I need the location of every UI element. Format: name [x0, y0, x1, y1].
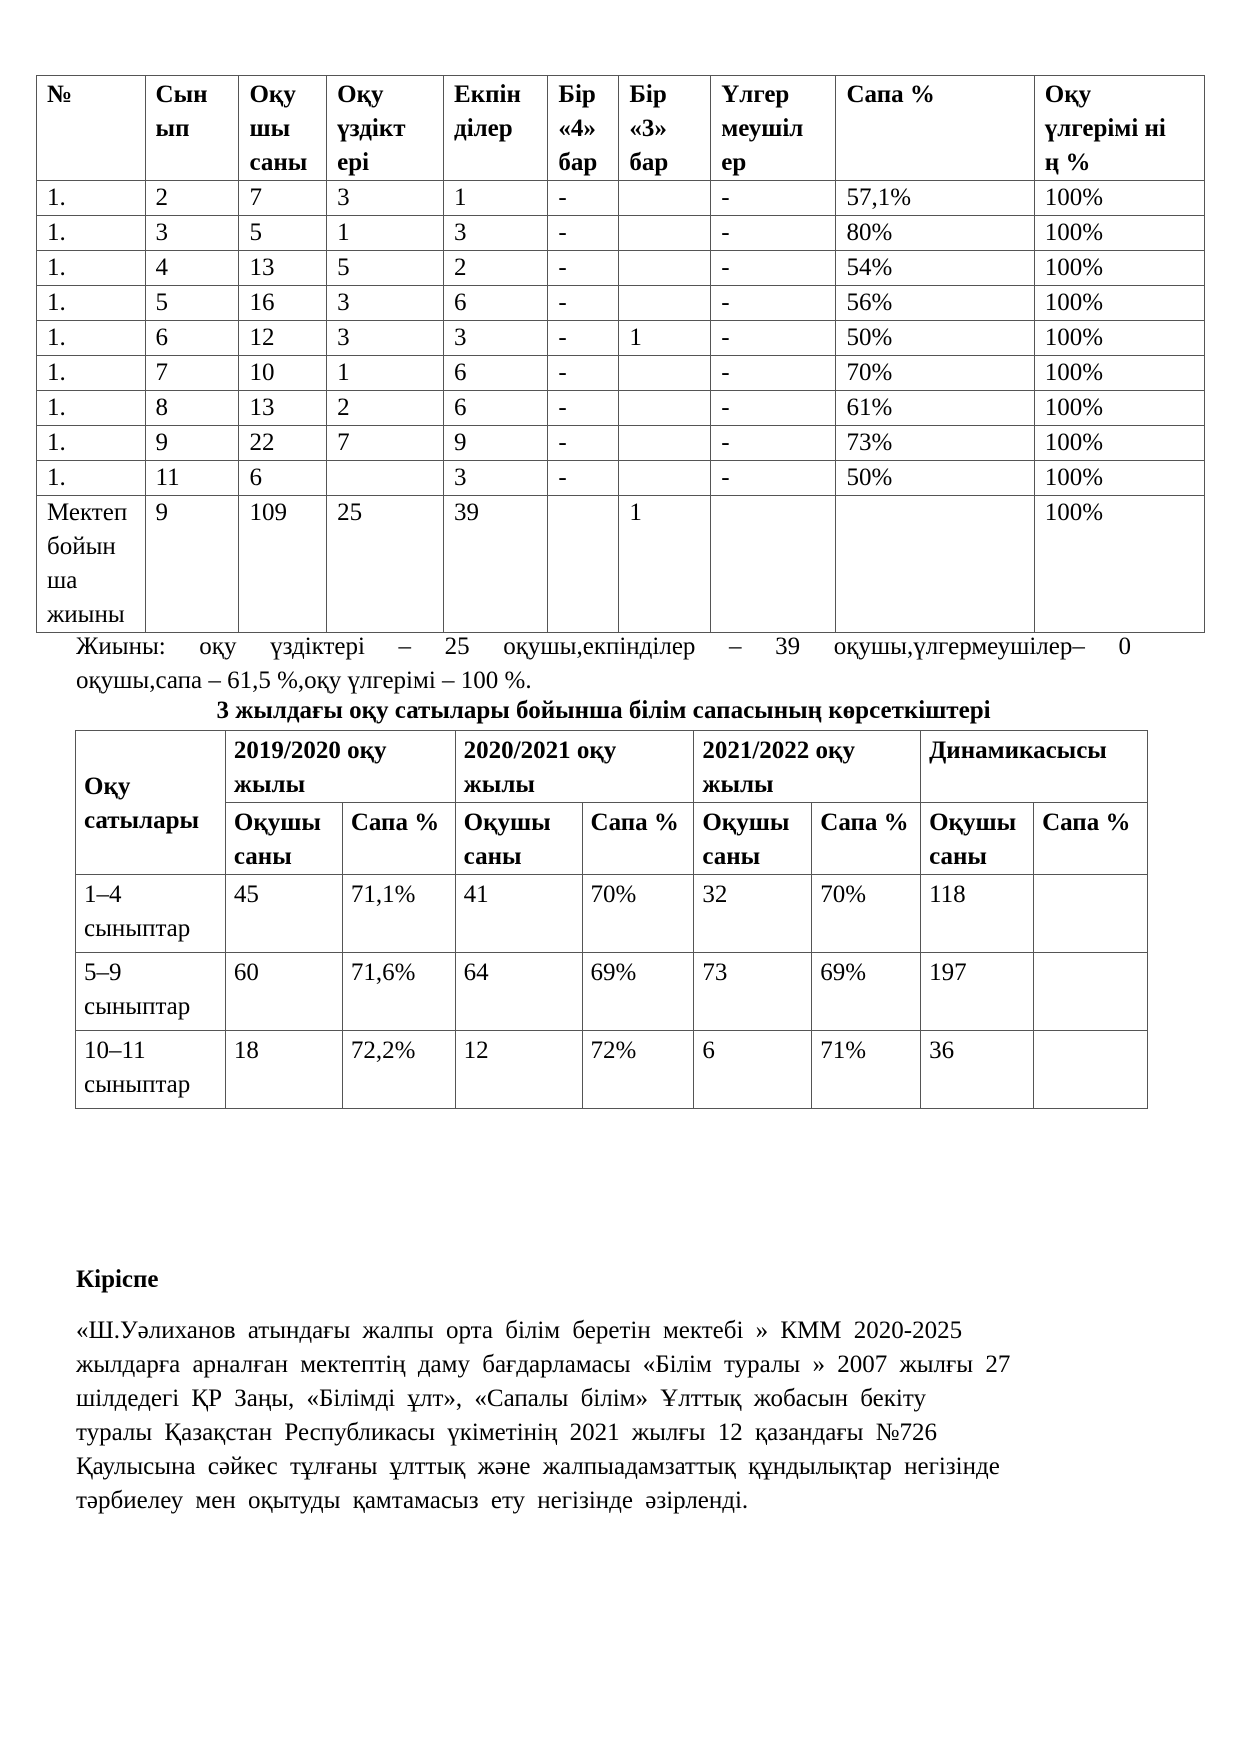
- cell: 13: [239, 391, 327, 426]
- summary-text: [76, 630, 1131, 698]
- cell: 25: [327, 496, 444, 633]
- header-failing: Үлгер меушіл ер: [711, 76, 836, 181]
- header-number: №: [37, 76, 146, 181]
- cell: 57,1%: [836, 181, 1034, 216]
- cell: -: [711, 321, 836, 356]
- cell: 7: [145, 356, 239, 391]
- cell: -: [548, 286, 619, 321]
- cell: 1.: [37, 426, 146, 461]
- cell: 100%: [1034, 426, 1204, 461]
- cell: 60: [225, 953, 342, 1031]
- table-row: [37, 251, 1205, 286]
- cell: 54%: [836, 251, 1034, 286]
- cell: 5: [145, 286, 239, 321]
- cell: 45: [225, 875, 342, 953]
- cell: 3: [327, 181, 444, 216]
- class-results-table: [36, 75, 1205, 633]
- cell: -: [711, 426, 836, 461]
- table-row: [37, 426, 1205, 461]
- table-row: [76, 1031, 1148, 1109]
- paragraph-line: жылдарға арналған мектептің даму бағдарламасы «Білім туралы » 2007 жылғы 27: [76, 1351, 1011, 1378]
- cell: 6: [444, 356, 548, 391]
- subheader-students: Оқушы саны: [921, 803, 1034, 875]
- cell: -: [548, 391, 619, 426]
- table-header-row: [37, 76, 1205, 181]
- cell: 70%: [582, 875, 694, 953]
- cell: 9: [444, 426, 548, 461]
- cell: 1.: [37, 286, 146, 321]
- table-row: [37, 391, 1205, 426]
- cell: 1: [327, 356, 444, 391]
- cell: [619, 216, 711, 251]
- cell: 1: [327, 216, 444, 251]
- cell: 100%: [1034, 496, 1204, 633]
- cell: 3: [444, 321, 548, 356]
- paragraph-line: тәрбиелеу мен оқытуды қамтамасыз ету негізінде әзірленді.: [76, 1487, 749, 1514]
- subheader-students: Оқушы саны: [455, 803, 582, 875]
- cell: 9: [145, 496, 239, 633]
- cell: [548, 496, 619, 633]
- table-row: [76, 875, 1148, 953]
- cell: 3: [145, 216, 239, 251]
- header-good: Екпін ділер: [444, 76, 548, 181]
- header-class: Сын ып: [145, 76, 239, 181]
- cell: 100%: [1034, 461, 1204, 496]
- cell: 36: [921, 1031, 1034, 1109]
- cell: 16: [239, 286, 327, 321]
- cell: 12: [455, 1031, 582, 1109]
- header-student-count: Оқу шы саны: [239, 76, 327, 181]
- cell: [1034, 1031, 1148, 1109]
- cell: 5: [239, 216, 327, 251]
- header-year-2020: 2020/2021 оқу жылы: [455, 731, 694, 803]
- header-year-2019: 2019/2020 оқу жылы: [225, 731, 455, 803]
- header-one-four: Бір «4» бар: [548, 76, 619, 181]
- subheader-quality: Сапа %: [812, 803, 921, 875]
- cell: 73: [694, 953, 812, 1031]
- cell: 18: [225, 1031, 342, 1109]
- cell: 41: [455, 875, 582, 953]
- cell: 100%: [1034, 216, 1204, 251]
- cell: 39: [444, 496, 548, 633]
- cell: 11: [145, 461, 239, 496]
- cell: [619, 391, 711, 426]
- cell: 6: [444, 391, 548, 426]
- cell: 2: [145, 181, 239, 216]
- cell: 6: [694, 1031, 812, 1109]
- cell: 10: [239, 356, 327, 391]
- intro-heading: Кіріспе: [76, 1266, 159, 1293]
- stage-cell: 1–4 сыныптар: [76, 875, 226, 953]
- subheader-quality: Сапа %: [582, 803, 694, 875]
- cell: 100%: [1034, 286, 1204, 321]
- header-quality: Сапа %: [836, 76, 1034, 181]
- cell: 71%: [812, 1031, 921, 1109]
- cell: 100%: [1034, 321, 1204, 356]
- cell: 22: [239, 426, 327, 461]
- cell: 56%: [836, 286, 1034, 321]
- header-one-three: Бір «3» бар: [619, 76, 711, 181]
- cell: 9: [145, 426, 239, 461]
- cell: [619, 461, 711, 496]
- cell: 100%: [1034, 181, 1204, 216]
- cell: 64: [455, 953, 582, 1031]
- header-progress: Оқу үлгерімі ні ң %: [1034, 76, 1204, 181]
- paragraph-line: «Ш.Уәлиханов атындағы жалпы орта білім беретін мектебі » КММ 2020-2025: [76, 1317, 963, 1344]
- cell: 71,6%: [342, 953, 455, 1031]
- paragraph-line: туралы Қазақстан Республикасы үкіметінің 2021 жылғы 12 қазандағы №726: [76, 1419, 938, 1446]
- cell: 1: [619, 321, 711, 356]
- stage-quality-table: [75, 730, 1148, 1109]
- total-label: Мектеп бойын ша жиыны: [37, 496, 146, 633]
- subheader-quality: Сапа %: [1034, 803, 1148, 875]
- cell: -: [711, 251, 836, 286]
- cell: 100%: [1034, 251, 1204, 286]
- cell: [327, 461, 444, 496]
- cell: 72%: [582, 1031, 694, 1109]
- cell: -: [548, 461, 619, 496]
- cell: 3: [444, 461, 548, 496]
- cell: -: [548, 216, 619, 251]
- cell: [619, 286, 711, 321]
- cell: [619, 181, 711, 216]
- cell: -: [711, 181, 836, 216]
- cell: -: [711, 216, 836, 251]
- cell: 1.: [37, 356, 146, 391]
- cell: 1.: [37, 181, 146, 216]
- header-year-2021: 2021/2022 оқу жылы: [694, 731, 921, 803]
- cell: -: [711, 391, 836, 426]
- cell: 6: [444, 286, 548, 321]
- cell: -: [548, 181, 619, 216]
- subheader-students: Оқушы саны: [694, 803, 812, 875]
- cell: 72,2%: [342, 1031, 455, 1109]
- cell: 8: [145, 391, 239, 426]
- cell: 3: [327, 321, 444, 356]
- header-stage: Оқу сатылары: [76, 731, 226, 875]
- cell: -: [548, 251, 619, 286]
- table-row: [76, 953, 1148, 1031]
- cell: [1034, 953, 1148, 1031]
- paragraph-line: Қаулысына сәйкес тұлғаны ұлттық және жалпыадамзаттық құндылықтар негізінде: [76, 1453, 1000, 1480]
- table-row: [37, 286, 1205, 321]
- table-row: [37, 461, 1205, 496]
- cell: 1: [444, 181, 548, 216]
- cell: 69%: [582, 953, 694, 1031]
- table-total-row: [37, 496, 1205, 633]
- cell: 197: [921, 953, 1034, 1031]
- table-row: [37, 216, 1205, 251]
- cell: [1034, 875, 1148, 953]
- header-excellent: Оқу үздікт ері: [327, 76, 444, 181]
- cell: 1: [619, 496, 711, 633]
- cell: 2: [444, 251, 548, 286]
- cell: [619, 356, 711, 391]
- cell: 6: [239, 461, 327, 496]
- header-dynamics: Динамикасысы: [921, 731, 1148, 803]
- table2-title: 3 жылдағы оқу сатылары бойынша білім сапасының көрсеткіштері: [216, 697, 991, 724]
- cell: 3: [327, 286, 444, 321]
- cell: 6: [145, 321, 239, 356]
- cell: 1.: [37, 391, 146, 426]
- paragraph-line: шілдедегі ҚР Заңы, «Білімді ұлт», «Сапалы білім» Ұлттық жобасын бекіту: [76, 1385, 926, 1412]
- subheader-students: Оқушы саны: [225, 803, 342, 875]
- stage-cell: 5–9 сыныптар: [76, 953, 226, 1031]
- cell: [619, 251, 711, 286]
- cell: 13: [239, 251, 327, 286]
- cell: -: [711, 461, 836, 496]
- cell: 1.: [37, 251, 146, 286]
- cell: 70%: [836, 356, 1034, 391]
- cell: -: [548, 321, 619, 356]
- table-row: [37, 356, 1205, 391]
- cell: 100%: [1034, 356, 1204, 391]
- cell: 73%: [836, 426, 1034, 461]
- table2-header-row: [76, 731, 1148, 803]
- cell: 12: [239, 321, 327, 356]
- cell: 118: [921, 875, 1034, 953]
- summary-line-2: оқушы,сапа – 61,5 %,оқу үлгерімі – 100 %.: [76, 667, 532, 694]
- cell: [619, 426, 711, 461]
- table2-subheader-row: [76, 803, 1148, 875]
- cell: 2: [327, 391, 444, 426]
- cell: 1.: [37, 461, 146, 496]
- cell: 109: [239, 496, 327, 633]
- cell: 7: [327, 426, 444, 461]
- cell: 71,1%: [342, 875, 455, 953]
- stage-cell: 10–11 сыныптар: [76, 1031, 226, 1109]
- intro-paragraph: [76, 1314, 1151, 1518]
- cell: [711, 496, 836, 633]
- cell: 100%: [1034, 391, 1204, 426]
- cell: 50%: [836, 321, 1034, 356]
- cell: 32: [694, 875, 812, 953]
- cell: 70%: [812, 875, 921, 953]
- cell: [836, 496, 1034, 633]
- cell: 1.: [37, 321, 146, 356]
- cell: -: [711, 356, 836, 391]
- cell: 7: [239, 181, 327, 216]
- summary-line-1: Жиыны: оқу үздіктері – 25 оқушы,екпінділер – 39 оқушы,үлгермеушілер– 0: [76, 633, 1131, 660]
- cell: 4: [145, 251, 239, 286]
- table-row: [37, 181, 1205, 216]
- cell: 3: [444, 216, 548, 251]
- cell: 61%: [836, 391, 1034, 426]
- cell: -: [711, 286, 836, 321]
- table-row: [37, 321, 1205, 356]
- cell: 1.: [37, 216, 146, 251]
- cell: -: [548, 356, 619, 391]
- cell: 69%: [812, 953, 921, 1031]
- cell: 5: [327, 251, 444, 286]
- cell: 50%: [836, 461, 1034, 496]
- subheader-quality: Сапа %: [342, 803, 455, 875]
- cell: 80%: [836, 216, 1034, 251]
- cell: -: [548, 426, 619, 461]
